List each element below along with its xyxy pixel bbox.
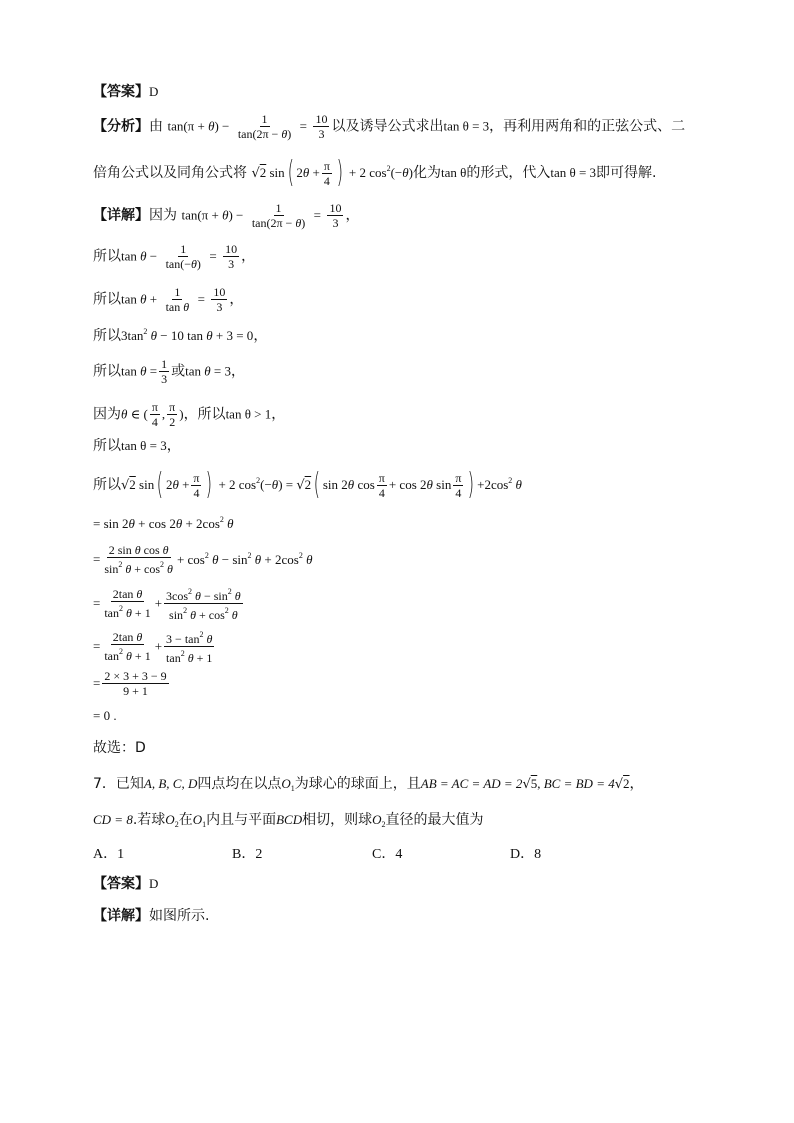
q7-detail-line: 【详解】如图所示. <box>93 908 210 924</box>
q6-step-6: 所以tan θ = 3， <box>93 438 181 454</box>
q7-option-a: A．1 <box>93 847 125 862</box>
q7-option-b: B．2 <box>232 847 263 862</box>
q6-detail-line1: 【详解】因为 tan(π + θ) − $\frac{1}{\tan(2\pi - \theta)}$ = $\frac{10}{3}$ ， <box>93 201 360 230</box>
analysis-label: 【分析】 <box>93 118 149 135</box>
q6-step-11: = $\frac{\text{2tan θ}}{\tan^2 \theta + 1}$ + $\frac{3 - \tan^2 \theta}{\tan^2 \theta + 1}$ <box>93 630 213 665</box>
analysis-line2-c: tan θ <box>440 165 467 180</box>
q7-option-d: D．8 <box>510 847 542 862</box>
q6-analysis-line1: 【分析】由 tan(π + θ) − $\frac{1}{\tan(2\pi - \theta)}$ = $\frac{10}{3}$ 以及诱导公式求出tan θ = 3，再利用两角和的正弦公式、二 <box>93 112 686 141</box>
analysis-line2-e: tan θ = 3 <box>550 165 597 180</box>
q6-choice: 故选：D <box>93 740 146 756</box>
q7-stem-line1: 7．已知A, B, C, D四点均在以点$O_1$为球心的球面上，且AB = AC = AD = 2√5, BC = BD = 4√2， <box>93 776 644 793</box>
answer-value: D <box>149 84 159 99</box>
q6-step-12: = $\frac{2 \times 3 + 3 - 9}{9 + 1}$ <box>93 669 167 698</box>
q7-stem-line2: CD = 8.若球$O_2$在$O_1$内且与平面BCD相切，则球$O_2$直径的最大值为 <box>93 812 484 829</box>
answer-label: 【答案】 <box>93 84 149 100</box>
q7-answer-line: 【答案】D <box>93 876 159 892</box>
q6-step-4: 所以tan θ = $\frac{1}{3}$ 或tan θ = 3， <box>93 357 245 386</box>
analysis-line2-b: 化为 <box>412 165 441 181</box>
formula-sqrt2-sin: √2 sin <box>251 165 285 181</box>
q6-step-10: = $\frac{\text{2tan θ}}{\tan^2 \theta + 1}$ + $\frac{3\cos^2 \theta - \sin^2 \theta}{\sin^2 \theta + \cos^2 \theta}$ <box>93 587 241 622</box>
q6-step-13: = 0 . <box>93 708 117 723</box>
formula-frac-1-over-tan: $\frac{1}{\tan(2\pi - \theta)}$ <box>237 112 292 141</box>
analysis-tan3: tan θ = 3 <box>443 118 490 134</box>
q6-step-3: 所以$3\tan^2$ θ − 10 tan θ + 3 = 0， <box>93 327 268 344</box>
analysis-mid: 以及诱导公式求出 <box>331 118 444 135</box>
q6-step-1: 所以tan θ − $\frac{1}{\tan(-\theta)}$ = $\frac{10}{3}$ ， <box>93 242 256 271</box>
formula-frac-10-3: $\frac{10}{3}$ <box>315 112 328 141</box>
formula-tan-pi-plus-theta: tan(π + θ) − <box>167 118 230 134</box>
analysis-line2-d: 的形式，代入 <box>466 165 551 181</box>
q6-step-7: 所以√2 sin( 2θ + $\frac{\pi}{4}$ ) + 2 $\cos^2(-\theta) = √2$( sin 2θ cos $\frac{\pi}{4}$ + cos 2θ sin $\frac{\pi}{4}$ ) $+2\cos^2$ θ <box>93 467 522 502</box>
q6-step-5: 因为θ ∈ ( $\frac{\pi}{4}$ , $\frac{\pi}{2}$ )，所以tan θ > 1， <box>93 400 286 429</box>
q6-answer-line <box>93 82 158 102</box>
analysis-pre: 由 <box>149 118 163 135</box>
q7-option-c: C．4 <box>372 847 403 862</box>
q6-step-2: 所以tan θ + $\frac{1}{\text{tan θ}}$ = $\frac{10}{3}$ ， <box>93 285 244 314</box>
analysis-line2-a: 倍角公式以及同角公式将 <box>93 165 247 181</box>
analysis-tail1: ，再利用两角和的正弦公式、二 <box>489 118 686 135</box>
analysis-line2-f: 即可得解. <box>596 165 657 181</box>
detail-label: 【详解】 <box>93 207 149 224</box>
q6-step-8: = $\sin 2\theta + \cos 2\theta + 2\cos^2$ θ <box>93 515 234 531</box>
q6-analysis-line2: 倍角公式以及同角公式将 √2 sin( 2θ + $\frac{\pi}{4}$ ) + 2 $\cos^2(-\theta)$化为tan θ的形式，代入tan θ = 3即可得解. <box>93 155 657 190</box>
q6-step-9: = $\frac{\text{2 sin θ cos θ}}{\sin^2 \theta + \cos^2 \theta}$ + $\cos^2 \theta - \sin^2 \theta + 2\cos^2$ θ <box>93 543 313 576</box>
